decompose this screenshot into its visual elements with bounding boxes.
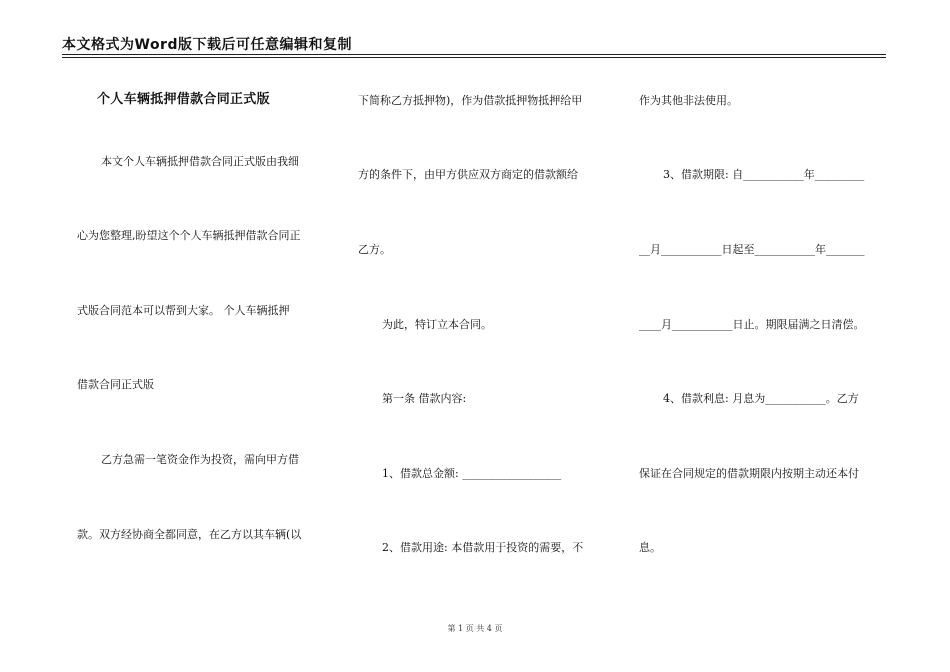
document-title: 个人车辆抵押借款合同正式版 — [97, 92, 270, 107]
paragraph-line: 乙方急需一笔资金作为投资，需向甲方借 — [101, 453, 299, 466]
paragraph-line: __月___________日起至___________年_______ — [639, 243, 865, 256]
paragraph-line: 下简称乙方抵押物)，作为借款抵押物抵押给甲 — [358, 94, 583, 107]
paragraph-line: 方的条件下，由甲方供应双方商定的借款额给 — [358, 168, 578, 181]
paragraph-line: 3、借款期限: 自___________年_________ — [663, 168, 865, 181]
paragraph-line: 息。 — [639, 541, 661, 554]
paragraph-line: 作为其他非法使用。 — [639, 94, 738, 107]
page-footer: 第 1 页 共 4 页 — [447, 624, 503, 633]
paragraph-line: 款。双方经协商全都同意，在乙方以其车辆(以 — [77, 528, 302, 541]
paragraph-line: 4、借款利息: 月息为___________。乙方 — [663, 392, 859, 405]
paragraph-line: 乙方。 — [358, 243, 391, 256]
paragraph-line: 式版合同范本可以帮到大家。 个人车辆抵押 — [77, 304, 290, 317]
paragraph-line: 心为您整理,盼望这个个人车辆抵押借款合同正 — [77, 229, 301, 242]
paragraph-line: 保证在合同规定的借款期限内按期主动还本付 — [639, 467, 859, 480]
paragraph-line: ____月___________日止。期限届满之日清偿。 — [639, 318, 865, 331]
column-1 — [0, 0, 330, 672]
section-heading: 第一条 借款内容: — [382, 392, 467, 405]
paragraph-line: 为此，特订立本合同。 — [382, 318, 492, 331]
paragraph-line: 2、借款用途: 本借款用于投资的需要，不 — [382, 541, 584, 554]
page-header-title: 本文格式为Word版下载后可任意编辑和复制 — [62, 37, 352, 53]
column-3 — [630, 0, 920, 672]
paragraph-line: 1、借款总金额: __________________ — [382, 467, 562, 480]
paragraph-line: 本文个人车辆抵押借款合同正式版由我细 — [101, 155, 299, 168]
paragraph-line: 借款合同正式版 — [77, 378, 154, 391]
column-2 — [340, 0, 620, 672]
